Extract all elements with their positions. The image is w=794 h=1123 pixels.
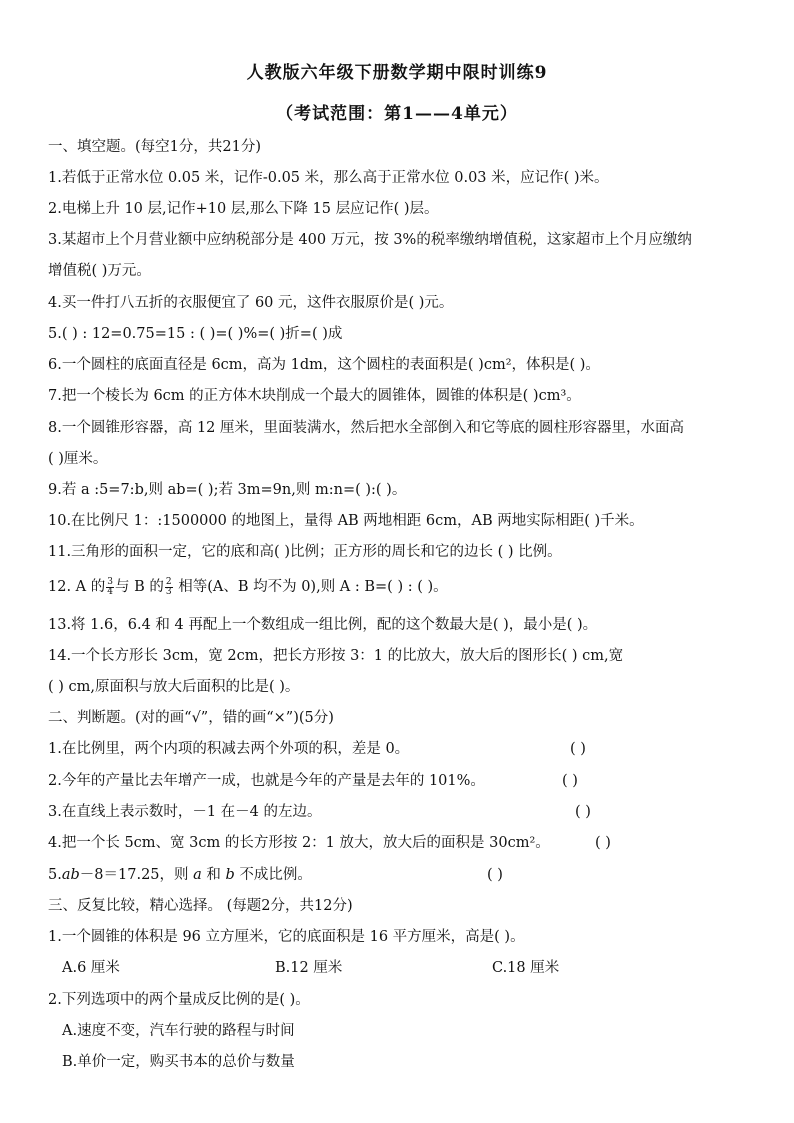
q12-suffix: 相等(A、B 均不为 0),则 A : B=( ) : ( )。 [173,579,448,595]
s1-question-5: 5.( ) : 12=0.75=15 : ( )=( )%=( )折=( )成 [48,326,343,342]
s1-question-1: 1.若低于正常水位 0.05 米，记作-0.05 米，那么高于正常水位 0.03 米，应记作( )米。 [48,170,609,186]
s1-question-3-line2: 增值税( )万元。 [48,263,151,279]
s1-question-9: 9.若 a :5=7:b,则 ab=( );若 3m=9n,则 m:n=( ):( )。 [48,482,407,498]
s2-question-1: 1.在比例里，两个内项的积减去两个外项的积，差是 0。 [48,741,410,757]
s3-question-1: 1.一个圆锥的体积是 96 立方厘米，它的底面积是 16 平方厘米，高是( )。 [48,929,525,945]
s1-question-8-line1: 8.一个圆锥形容器，高 12 厘米，里面装满水，然后把水全部倒入和它等底的圆柱形容器里，水面高 [48,420,684,436]
s2-question-5 [48,865,758,885]
q5-suffix: 不成比例。 [234,867,312,883]
section3-heading: 三、反复比较，精心选择。 (每题2分，共12分) [48,898,353,914]
var-b: b [225,867,235,883]
fraction-numerator: 2 [165,576,172,587]
s2-question-2: 2.今年的产量比去年增产一成，也就是今年的产量是去年的 101%。 [48,773,485,789]
s1-question-11: 11.三角形的面积一定，它的底和高( )比例；正方形的周长和它的边长 ( ) 比例。 [48,544,562,560]
s1-question-12 [48,577,758,597]
section1-heading: 一、填空题。(每空1分，共21分) [48,139,261,155]
s3-q2-option-b: B.单价一定，购买书本的总价与数量 [62,1054,295,1070]
fraction-denominator: 3 [165,586,172,597]
s1-question-2: 2.电梯上升 10 层,记作+10 层,那么下降 15 层应记作( )层。 [48,201,439,217]
s2-answer-blank-4: ( ) [595,835,611,851]
q12-prefix: 12. A 的 [48,579,106,595]
q12-middle: 与 B 的 [114,579,164,595]
s1-question-6: 6.一个圆柱的底面直径是 6cm，高为 1dm，这个圆柱的表面积是( )cm²，体积是( )。 [48,357,600,373]
s2-question-4: 4.把一个长 5cm、宽 3cm 的长方形按 2：1 放大，放大后的面积是 30cm²。 [48,835,550,851]
s1-question-7: 7.把一个棱长为 6cm 的正方体木块削成一个最大的圆锥体，圆锥的体积是( )cm³。 [48,388,581,404]
q5-and: 和 [201,867,226,883]
q5-prefix: 5. [48,867,62,883]
s2-question-3: 3.在直线上表示数时，－1 在－4 的左边。 [48,804,322,820]
fraction-numerator: 3 [107,576,113,587]
s2-answer-blank-3: ( ) [575,804,591,820]
q5-middle: －8＝17.25，则 [79,867,194,883]
s1-question-3-line1: 3.某超市上个月营业额中应纳税部分是 400 万元，按 3%的税率缴纳增值税，这家超市上个月应缴纳 [48,232,692,248]
section2-heading: 二、判断题。(对的画“√”，错的画“×”)(5分) [48,710,334,726]
s1-question-14-line1: 14.一个长方形长 3cm，宽 2cm，把长方形按 3：1 的比放大，放大后的图形长( ) cm,宽 [48,648,624,664]
fraction-three-quarters [106,578,114,597]
page-title: 人教版六年级下册数学期中限时训练9 [246,63,548,83]
s2-answer-blank-5: ( ) [487,867,503,883]
s3-q1-option-a: A.6 厘米 [62,960,120,976]
s3-question-2: 2.下列选项中的两个量成反比例的是( )。 [48,992,310,1008]
fraction-two-thirds [165,578,173,597]
s1-question-13: 13.将 1.6，6.4 和 4 再配上一个数组成一组比例，配的这个数最大是( )，最小是( )。 [48,617,598,633]
page-subtitle: （考试范围：第1——4单元） [276,104,518,124]
s1-question-4: 4.买一件打八五折的衣服便宜了 60 元，这件衣服原价是( )元。 [48,295,454,311]
var-a: a [193,867,202,883]
s3-q1-option-b: B.12 厘米 [275,960,343,976]
s1-question-8-line2: ( )厘米。 [48,451,108,467]
s3-q2-option-a: A.速度不变，汽车行驶的路程与时间 [62,1023,295,1039]
fraction-denominator: 4 [107,586,113,597]
s1-question-14-line2: ( ) cm,原面积与放大后面积的比是( )。 [48,679,300,695]
s1-question-10: 10.在比例尺 1：:1500000 的地图上，量得 AB 两地相距 6cm，AB 两地实际相距( )千米。 [48,513,644,529]
s2-answer-blank-2: ( ) [562,773,578,789]
s2-answer-blank-1: ( ) [570,741,586,757]
var-ab: ab [61,867,80,883]
s3-q1-option-c: C.18 厘米 [492,960,560,976]
